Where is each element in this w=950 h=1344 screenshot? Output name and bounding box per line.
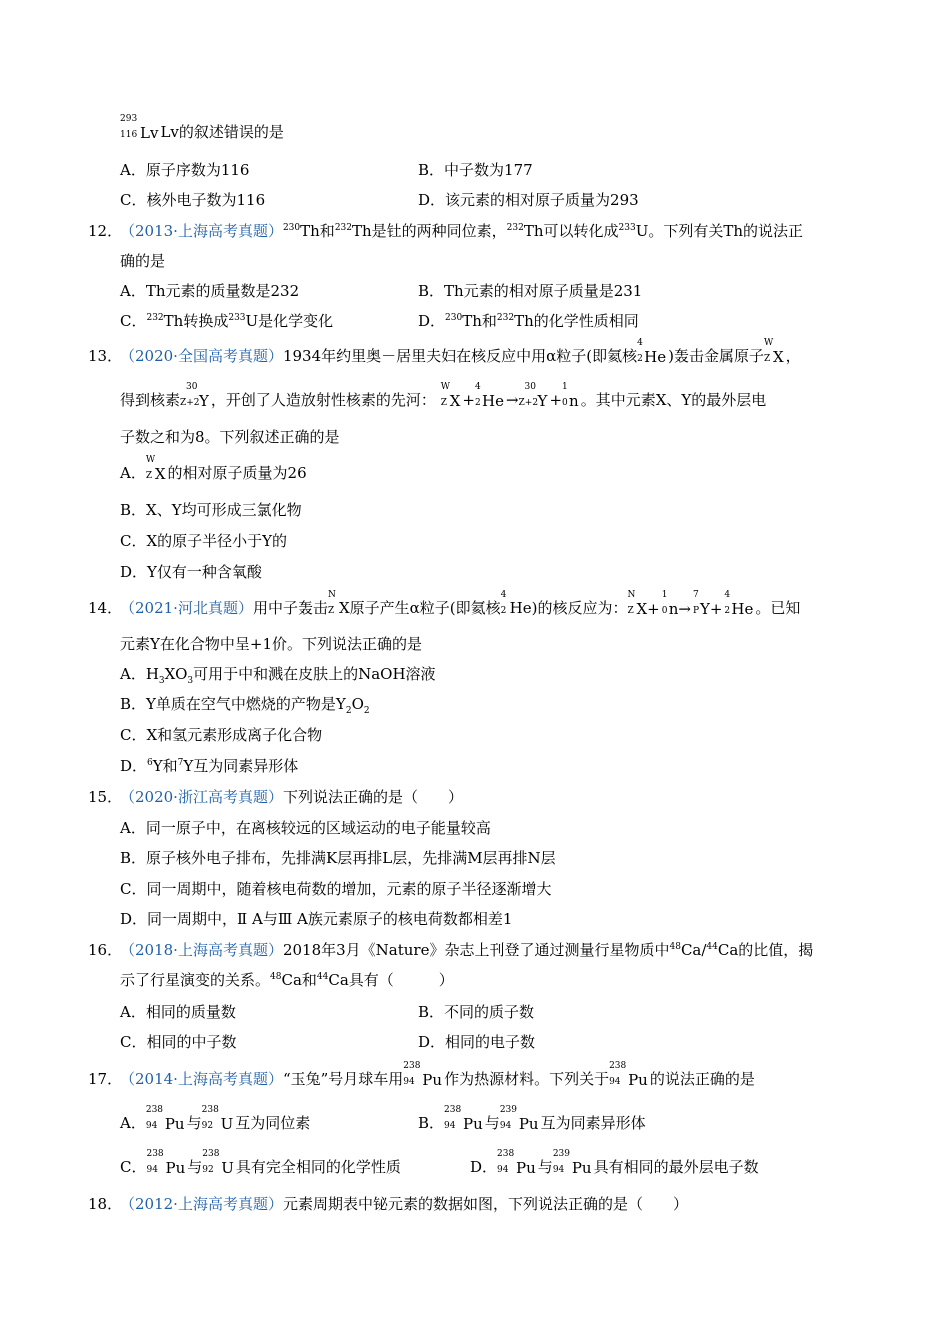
q15-option-d: D．同一周期中，Ⅱ A与Ⅲ A族元素原子的核电荷数都相差1: [120, 910, 513, 928]
q17-option-c: C． 238 94 Pu 与 238 92 U 具有完全相同的化学性质: [120, 1149, 401, 1177]
q12-option-d: D．$^{230}$Th和$^{232}$Th的化学性质相同: [418, 312, 639, 330]
opt-c-pu238: 238 94 Pu: [146, 1149, 186, 1177]
option-nuclide-x: W Z X: [145, 455, 166, 483]
q16-option-c: C．相同的中子数: [120, 1033, 237, 1051]
q18-stem: （2012·上海高考真题）元素周期表中铋元素的数据如图，下列说法正确的是（ ）: [120, 1195, 688, 1213]
q17-stem: （2014·上海高考真题）“玉兔”号月球车用 238 94 Pu 作为热源材料。下列关于 238 94 Pu 的说法正确的是: [120, 1061, 755, 1089]
q14-source: （2021·河北真题）: [120, 599, 253, 617]
q11-option-c: C．核外电子数为116: [120, 191, 266, 209]
q16-stem-line2: 示了行星演变的关系。$^{48}$Ca和$^{44}$Ca具有（ ）: [120, 971, 454, 989]
q16-stem-line1: （2018·上海高考真题）2018年3月《Nature》杂志上刊登了通过测量行星物质中$^{48}$Ca/$^{44}$Ca的比值，揭: [120, 941, 814, 959]
q13-stem-line1: （2020·全国高考真题）1934年约里奥－居里夫妇在核反应中用α粒子(即氦核 4 2 He )轰击金属原子 W Z X ，: [120, 338, 801, 366]
equation-y: 30 Z+2 Y: [518, 382, 548, 410]
q13-option-d: D．Y仅有一种含氧酸: [120, 563, 262, 581]
nuclide-he: 4 2 He: [637, 338, 667, 366]
q11-stem: 293 116 Lv Lv的叙述错误的是: [120, 114, 284, 142]
q13-stem-line2: 得到核素 30 Z+2 Y ，开创了人造放射性核素的先河： W Z X + 4 2 He → 30 Z+2 Y + 1 0 n 。其中元素X、Y的最外层电: [120, 382, 767, 410]
q14-option-a: A．$H_3XO_3$可用于中和溅在皮肤上的NaOH溶液: [120, 665, 436, 686]
q14-stem-line1: （2021·河北真题）用中子轰击 N Z X原子产生α粒子(即氦核 4 2 He)的核反应为： N Z X+ 1 0 n→ 7 P Y+ 4 2 He 。已知: [120, 590, 801, 618]
q15-option-b: B．原子核外电子排布，先排满K层再排L层，先排满M层再排N层: [120, 849, 556, 867]
opt-d-pu239: 239 94 Pu: [552, 1149, 592, 1177]
q14-option-d: D．$^6$Y和$^7$Y互为同素异形体: [120, 757, 299, 775]
q17-option-b: B． 238 94 Pu 与 239 94 Pu 互为同素异形体: [418, 1105, 646, 1133]
q12-option-c: C．$^{232}$Th转换成$^{233}$U是化学变化: [120, 312, 334, 330]
equation-neutron: 1 0 n: [562, 382, 579, 410]
nuclide-pu238: 238 94 Pu: [403, 1061, 443, 1089]
q17-number: 17．: [88, 1070, 123, 1088]
q16-number: 16．: [88, 941, 123, 959]
q14-stem-line2: 元素Y在化合物中呈+1价。下列说法正确的是: [120, 635, 423, 653]
q18-number: 18．: [88, 1195, 123, 1213]
nuclide-x: W Z X: [763, 338, 784, 366]
q12-source: （2013·上海高考真题）: [120, 222, 283, 240]
opt-d-pu238: 238 94 Pu: [497, 1149, 536, 1177]
eq14-y: 7 P Y+: [692, 590, 723, 618]
q16-source: （2018·上海高考真题）: [120, 941, 283, 959]
q15-stem: （2020·浙江高考真题）下列说法正确的是（ ）: [120, 788, 463, 806]
q12-stem-line2: 确的是: [120, 252, 166, 270]
q14-number: 14．: [88, 599, 123, 617]
q13-option-a: A． W Z X 的相对原子质量为26: [120, 455, 307, 483]
q17-source: （2014·上海高考真题）: [120, 1070, 283, 1088]
eq14-x: N Z X+: [627, 590, 660, 618]
q18-source: （2012·上海高考真题）: [120, 1195, 283, 1213]
q15-source: （2020·浙江高考真题）: [120, 788, 283, 806]
q15-option-a: A．同一原子中，在离核较远的区域运动的电子能量较高: [120, 819, 491, 837]
equation-x: W Z X: [440, 382, 461, 410]
q15-number: 15．: [88, 788, 123, 806]
equation-he: 4 2 He: [474, 382, 504, 410]
nuclide-lv: 293 116 Lv: [120, 114, 159, 142]
q13-number: 13．: [88, 347, 123, 365]
q12-option-a: A．Th元素的质量数是232: [120, 282, 300, 300]
opt-a-u238: 238 92 U: [201, 1105, 234, 1133]
q11-option-a: A．原子序数为116: [120, 161, 250, 179]
q17-option-a: A． 238 94 Pu 与 238 92 U 互为同位素: [120, 1105, 311, 1133]
q12-option-b: B．Th元素的相对原子质量是231: [418, 282, 643, 300]
q13-option-c: C．X的原子半径小于Y的: [120, 532, 288, 550]
q13-stem-line3: 子数之和为8。下列叙述正确的是: [120, 428, 340, 446]
q14-option-c: C．X和氢元素形成离子化合物: [120, 726, 323, 744]
opt-a-pu238: 238 94 Pu: [145, 1105, 185, 1133]
eq14-n: 1 0 n→: [661, 590, 691, 618]
eq14-he: 4 2 He: [724, 590, 754, 618]
q11-option-d: D．该元素的相对原子质量为293: [418, 191, 639, 209]
opt-b-pu239: 239 94 Pu: [499, 1105, 539, 1133]
q16-option-a: A．相同的质量数: [120, 1003, 236, 1021]
opt-c-u238: 238 92 U: [202, 1149, 234, 1177]
q12-number: 12．: [88, 222, 123, 240]
q13-option-b: B．X、Y均可形成三氯化物: [120, 501, 302, 519]
q15-option-c: C．同一周期中，随着核电荷数的增加，元素的原子半径逐渐增大: [120, 880, 552, 898]
nuclide-he-14: 4 2: [500, 590, 507, 616]
nuclide-y: 30 Z+2 Y: [180, 382, 209, 410]
q14-option-b: B．Y单质在空气中燃烧的产物是$Y_2O_2$: [120, 695, 370, 716]
q16-option-b: B．不同的质子数: [418, 1003, 535, 1021]
q17-option-d: D． 238 94 Pu 与 239 94 Pu 具有相同的最外层电子数: [470, 1149, 759, 1177]
q11-option-b: B．中子数为177: [418, 161, 533, 179]
opt-b-pu238: 238 94 Pu: [444, 1105, 483, 1133]
q12-stem-line1: （2013·上海高考真题）$^{230}$Th和$^{232}$Th是钍的两种同位素，$^{232}$Th可以转化成$^{233}$U。下列有关Th的说法正: [120, 222, 804, 240]
q16-option-d: D．相同的电子数: [418, 1033, 536, 1051]
nuclide-n-x: N Z: [327, 590, 336, 616]
nuclide-pu238-b: 238 94 Pu: [609, 1061, 648, 1089]
q13-source: （2020·全国高考真题）: [120, 347, 283, 365]
